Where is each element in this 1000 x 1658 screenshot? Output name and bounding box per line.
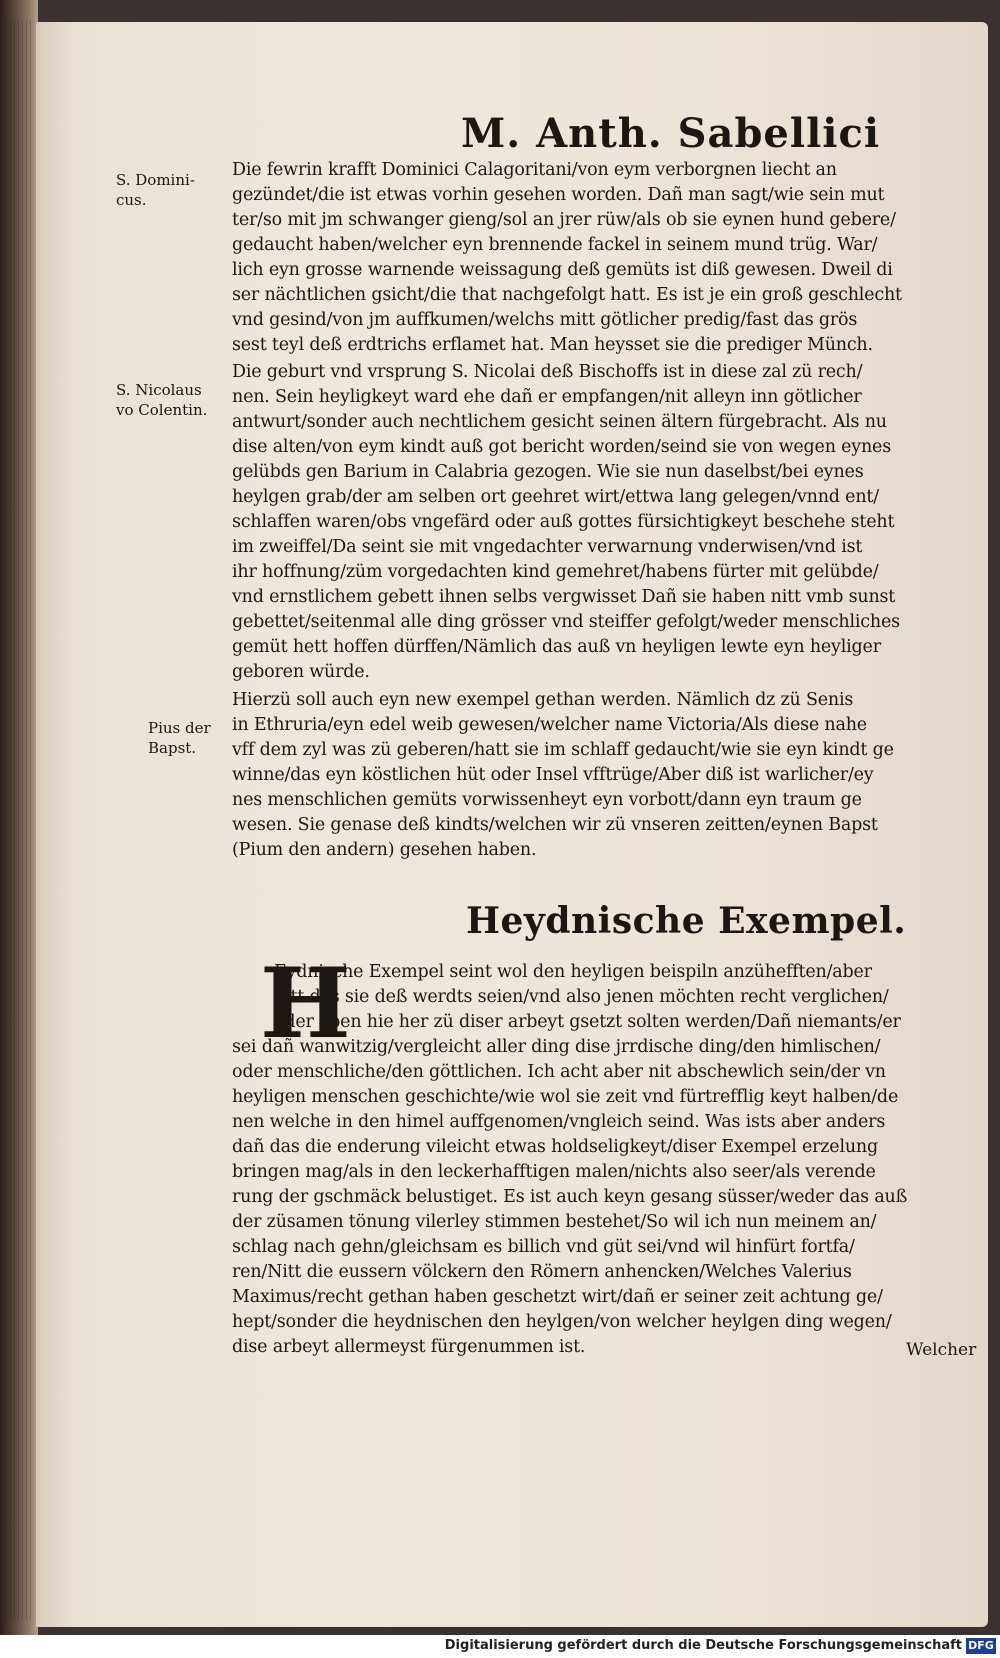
text-line: gezündet/die ist etwas vorhin gesehen worden. Dañ man sagt/wie sein mut <box>232 185 885 205</box>
text-line: oder eben hie her zü diser arbeyt gsetzt solten werden/Dañ niemants/er <box>274 1012 901 1032</box>
catchword: Welcher <box>906 1340 977 1360</box>
text-line: dise arbeyt allermeyst fürgenummen ist. <box>232 1337 586 1357</box>
text-line: ter/so mit jm schwanger gieng/sol an jrer rüw/als ob sie eynen hund gebere/ <box>232 210 896 230</box>
text-line: Eydnische Exempel seint wol den heyligen beispiln anzühefften/aber <box>274 962 872 982</box>
text-line: ihr hoffnung/züm vorgedachten kind gemehret/habens fürter mit gelübde/ <box>232 562 879 582</box>
text-line: sest teyl deß erdtrichs erflamet hat. Man heysset sie die prediger Münch. <box>232 335 873 355</box>
text-line: Die fewrin krafft Dominici Calagoritani/von eym verborgnen liecht an <box>232 160 837 180</box>
drop-cap: H <box>260 947 351 1060</box>
margin-note-dominicus-2: cus. <box>116 191 147 209</box>
text-line: dise alten/von eym kindt auß got bericht worden/seind sie von wegen eynes <box>232 437 891 457</box>
dfg-logo: DFG <box>966 1638 996 1654</box>
text-line: gebettet/seitenmal alle ding grösser vnd steiffer gefolgt/weder menschliches <box>232 612 900 632</box>
text-line: gemüt hett hoffen dürffen/Nämlich das auß vn heyligen lewte eyn heyliger <box>232 637 881 657</box>
text-line: lich eyn grosse warnende weissagung deß gemüts ist diß gewesen. Dweil di <box>232 260 893 280</box>
text-line: vff dem zyl was zü geberen/hatt sie im schlaff gedaucht/wie sie eyn kindt ge <box>232 740 894 760</box>
text-line: dañ das die enderung vileicht etwas holdseligkeyt/diser Exempel erzelung <box>232 1137 879 1157</box>
text-line: rung der gschmäck belustiget. Es ist auch keyn gesang süsser/weder das auß <box>232 1187 908 1207</box>
text-line: bringen mag/als in den leckerhafftigen malen/nichts also seer/als verende <box>232 1162 876 1182</box>
text-line: nes menschlichen gemüts vorwissenheyt eyn vorbott/dann eyn traum ge <box>232 790 862 810</box>
text-line: antwurt/sonder auch nechtlichem gesicht seinen ältern fürgebracht. Als nu <box>232 412 887 432</box>
margin-note-nicolaus-1: S. Nicolaus <box>116 381 202 399</box>
text-line: schlag nach gehn/gleichsam es billich vnd güt sei/vnd wil hinfürt fortfa/ <box>232 1237 855 1257</box>
margin-note-dominicus-1: S. Domini- <box>116 171 195 189</box>
text-line: in Ethruria/eyn edel weib gewesen/welcher name Victoria/Als diese nahe <box>232 715 867 735</box>
text-line: vnd ernstlichem gebett ihnen selbs vergwisset Dañ sie haben nitt vmb sunst <box>232 587 896 607</box>
text-line: hept/sonder die heydnischen den heylgen/von welcher heylgen ding wegen/ <box>232 1312 892 1332</box>
text-line: ser nächtlichen gsicht/die that nachgefolgt hatt. Es ist je ein groß geschlecht <box>232 285 902 305</box>
text-line: (Pium den andern) gesehen haben. <box>232 840 537 860</box>
text-line: gedaucht haben/welcher eyn brennende fackel in seinem mund trüg. War/ <box>232 235 878 255</box>
text-line: ren/Nitt die eussern völckern den Römern anhencken/Welches Valerius <box>232 1262 852 1282</box>
section-heading: Heydnische Exempel. <box>466 900 907 942</box>
text-line: im zweiffel/Da seint sie mit vngedachter verwarnung vnderwisen/vnd ist <box>232 537 863 557</box>
text-line: geboren würde. <box>232 662 370 682</box>
book-page <box>36 22 988 1627</box>
funding-credit: Digitalisierung gefördert durch die Deutsche Forschungsgemeinschaft <box>444 1638 962 1653</box>
text-line: oder menschliche/den göttlichen. Ich acht aber nit abschewlich sein/der vn <box>232 1062 886 1082</box>
text-line: winne/das eyn köstlichen hüt oder Insel vfftrüge/Aber diß ist warlicher/ey <box>232 765 874 785</box>
margin-note-nicolaus-2: vo Colentin. <box>116 401 208 419</box>
text-line: nitt das sie deß werdts seien/vnd also jenen möchten recht verglichen/ <box>274 987 889 1007</box>
margin-note-pius-2: Bapst. <box>148 739 197 757</box>
text-line: Die geburt vnd vrsprung S. Nicolai deß Bischoffs ist in diese zal zü rech/ <box>232 362 863 382</box>
text-line: schlaffen waren/obs vngefärd oder auß gottes fürsichtigkeyt beschehe steht <box>232 512 895 532</box>
text-line: der züsamen tönung vilerley stimmen bestehet/So wil ich nun meinem an/ <box>232 1212 877 1232</box>
running-head: M. Anth. Sabellici <box>461 110 881 157</box>
text-line: Maximus/recht gethan haben geschetzt wirt/dañ er seiner zeit achtung ge/ <box>232 1287 883 1307</box>
text-line: heyligen menschen geschichte/wie wol sie zeit vnd fürtrefflig keyt halben/de <box>232 1087 899 1107</box>
text-line: heylgen grab/der am selben ort geehret wirt/ettwa lang gelegen/vnnd ent/ <box>232 487 879 507</box>
text-line: wesen. Sie genase deß kindts/welchen wir zü vnseren zeitten/eynen Bapst <box>232 815 878 835</box>
book-spine-edge <box>0 0 38 1635</box>
text-line: sei dañ wanwitzig/vergleicht aller ding dise jrrdische ding/den himlischen/ <box>232 1037 881 1057</box>
text-line: vnd gesind/von jm auffkumen/welchs mitt götlicher predig/fast das grös <box>232 310 858 330</box>
text-line: nen welche in den himel auffgenomen/vngleich seind. Was ists aber anders <box>232 1112 886 1132</box>
margin-note-pius-1: Pius der <box>148 719 211 737</box>
page-edges-texture <box>6 20 34 1620</box>
text-line: Hierzü soll auch eyn new exempel gethan werden. Nämlich dz zü Senis <box>232 690 854 710</box>
footer-bar <box>0 1635 1000 1658</box>
text-line: nen. Sein heyligkeyt ward ehe dañ er empfangen/nit alleyn inn götlicher <box>232 387 862 407</box>
text-line: gelübds gen Barium in Calabria gezogen. Wie sie nun daselbst/bei eynes <box>232 462 864 482</box>
